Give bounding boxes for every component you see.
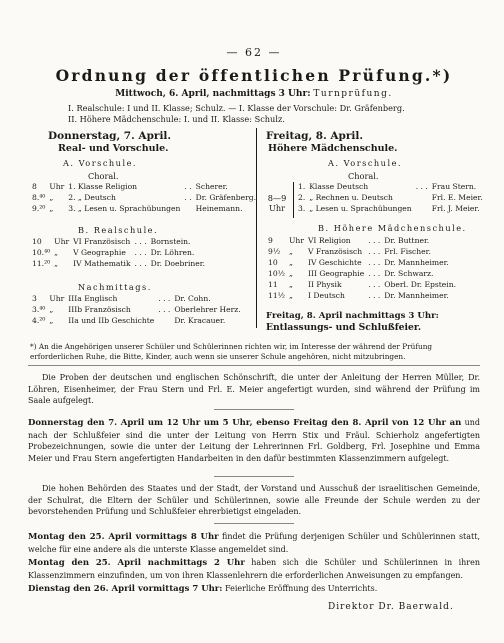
paragraph-einladung: Die hohen Behörden des Staates und der Stadt, der Vorstand und Ausschuß der israelitischen Gemeinde, der Schulrat, die Eltern der Schüler und Schülerinnen, sowie alle Freunde der Schule werden zu der bevorstehenden Prüfung und Schlußfeier ehrerbietigst eingeladen.	[28, 484, 480, 516]
left-day-heading: Donnerstag, 7. April.	[48, 130, 172, 142]
closing-ceremony-title: Entlassungs- und Schlußfeier.	[266, 322, 422, 333]
paragraph-eroeffnung	[28, 583, 480, 596]
table-row: 9½ „ V Französisch . . . Frl. Fischer.	[268, 247, 431, 256]
table-row: 4.²⁰ „ IIa und IIb Geschichte Dr. Kracauer.	[32, 316, 226, 325]
table-row: 10 Uhr VI Französisch . . . Bornstein.	[32, 237, 191, 246]
right-vorschule-table	[296, 182, 485, 215]
turn-line-2: II. Höhere Mädchenschule: I. und II. Klasse: Schulz.	[68, 114, 285, 124]
table-row: 11 „ II Physik . . . Oberl. Dr. Epstein.	[268, 280, 457, 289]
table-row: 8 Uhr 1. Klasse Religion . . Scherer.	[32, 182, 228, 191]
paragraph-schoenschrift: Die Proben der deutschen und englischen Schönschrift, die unter der Anleitung der Herren Müller, Dr. Löhren, Eisenheimer, der Frau Stern und Frl. E. Meier angefertigt wurden, sind während der Prüfung im Saale aufgelegt.	[28, 373, 480, 405]
separator-rule-3	[214, 523, 294, 524]
column-divider	[256, 128, 257, 328]
right-school-heading: Höhere Mädchenschule.	[268, 143, 398, 154]
table-row: 3.⁴⁰ „ IIIb Französisch . . . Oberlehrer Herz.	[32, 305, 241, 314]
table-row: 11½ „ I Deutsch . . . Dr. Mannheimer.	[268, 291, 449, 300]
right-choral: Choral.	[348, 171, 379, 181]
left-section-vorschule: A. Vorschule.	[63, 158, 138, 168]
brace-rule	[293, 182, 294, 218]
right-time-range: 8—9 Uhr	[267, 193, 287, 213]
separator-rule-2	[214, 476, 294, 477]
director-signature: Direktor Dr. Baerwald.	[328, 602, 454, 612]
table-row: 9 Uhr VI Religion . . . Dr. Buttner.	[268, 236, 430, 245]
left-realschule-table	[30, 237, 207, 270]
table-row: 2. „ Rechnen u. Deutsch Frl. E. Meier.	[298, 193, 483, 202]
paragraph-einfinden	[28, 557, 480, 581]
zeichnungen-date: Donnerstag den 7. April um 12 Uhr um 5 Uhr, ebenso Freitag den 8. April von 12 Uhr an	[28, 418, 462, 428]
einfinden-date: Montag den 25. April nachmittags 2 Uhr	[28, 558, 245, 568]
document-page	[28, 0, 483, 643]
zeichnungen-text: und nach der Schlußfeier sind die unter der Leitung von Herrn Stix und Fräul. Schierholz angefertigten Probezeichnungen, sowie die unter der Leitung der Lehrerinnen Frl. Goldberg, Frl. Josephine und Emma Meier und Frau Stern angefertigten Handarbeiten in den dafür bestimmten Klassenzimmern aufgelegt.	[28, 418, 480, 463]
left-section-realschule: B. Realschule.	[78, 225, 159, 235]
table-row: 10.⁴⁰ „ V Geographie . . . Dr. Löhren.	[32, 248, 195, 257]
right-section-hoehere: B. Höhere Mädchenschule.	[318, 223, 467, 233]
left-nachmittags: Nachmittags.	[78, 282, 152, 292]
table-row: 8.⁴⁰ „ 2. „ Deutsch . . Dr. Gräfenberg.	[32, 193, 257, 202]
footnote: *) An die Angehörigen unserer Schüler und Schülerinnen richten wir, im Interesse der während der Prüfung erforderlichen Ruhe, die Bitte, Kinder, auch wenn sie unserer Schule angehören, nicht mitzubringen.	[30, 342, 433, 361]
closing-ceremony-date: Freitag, 8. April nachmittags 3 Uhr:	[266, 311, 439, 321]
left-choral: Choral.	[88, 171, 119, 181]
einfinden-text: haben sich die Schüler und Schülerinnen in ihren Klassenzimmern einzufinden, um von ihren Klassenlehrern die erforderlichen Anweisungen zu empfangen.	[28, 558, 481, 580]
eroeffnung-text: Feierliche Eröffnung des Unterrichts.	[224, 584, 378, 593]
paragraph-zeichnungen	[28, 417, 480, 464]
turn-heading	[28, 89, 480, 99]
page-title: Ordnung der öffentlichen Prüfung.*)	[55, 66, 453, 85]
turn-line-1: I. Realschule: I und II. Klasse; Schulz. — I. Klasse der Vorschule: Dr. Gräfenberg.	[68, 103, 405, 113]
separator-rule	[214, 409, 294, 410]
right-hoehere-table	[266, 236, 458, 302]
table-row: 10 „ IV Geschichte . . . Dr. Mannheimer.	[268, 258, 449, 267]
left-school-heading: Real- und Vorschule.	[58, 143, 169, 154]
table-row: 3. „ Lesen u. Sprachübungen Frl. J. Meier.	[298, 204, 480, 213]
table-row: 3 Uhr IIIa Englisch . . . Dr. Cohn.	[32, 294, 211, 303]
left-nachmittags-table	[30, 294, 243, 327]
table-row: 10½ „ III Geographie . . . Dr. Schwarz.	[268, 269, 434, 278]
table-row: 1. Klasse Deutsch . . . Frau Stern.	[298, 182, 477, 191]
right-day-heading: Freitag, 8. April.	[266, 130, 364, 142]
page-number: — 62 —	[226, 46, 282, 59]
left-vorschule-table	[30, 182, 258, 215]
paragraph-aufnahme	[28, 531, 480, 555]
turn-date: Mittwoch, 6. April, nachmittags 3 Uhr:	[115, 89, 311, 99]
turn-kind: Turnprüfung.	[313, 89, 393, 99]
footnote-rule	[28, 365, 480, 366]
aufnahme-text: findet die Prüfung derjenigen Schüler und Schülerinnen statt, welche für eine andere als die unterste Klasse angemeldet sind.	[28, 532, 481, 554]
table-row: 9.²⁰ „ 3. „ Lesen u. Sprachübungen Heinemann.	[32, 204, 243, 213]
eroeffnung-date: Dienstag den 26. April vormittags 7 Uhr:	[28, 584, 223, 594]
table-row: 11.²⁰ „ IV Mathematik . . . Dr. Doebriner.	[32, 259, 206, 268]
right-section-vorschule: A. Vorschule.	[328, 158, 403, 168]
aufnahme-date: Montag den 25. April vormittags 8 Uhr	[28, 532, 219, 542]
